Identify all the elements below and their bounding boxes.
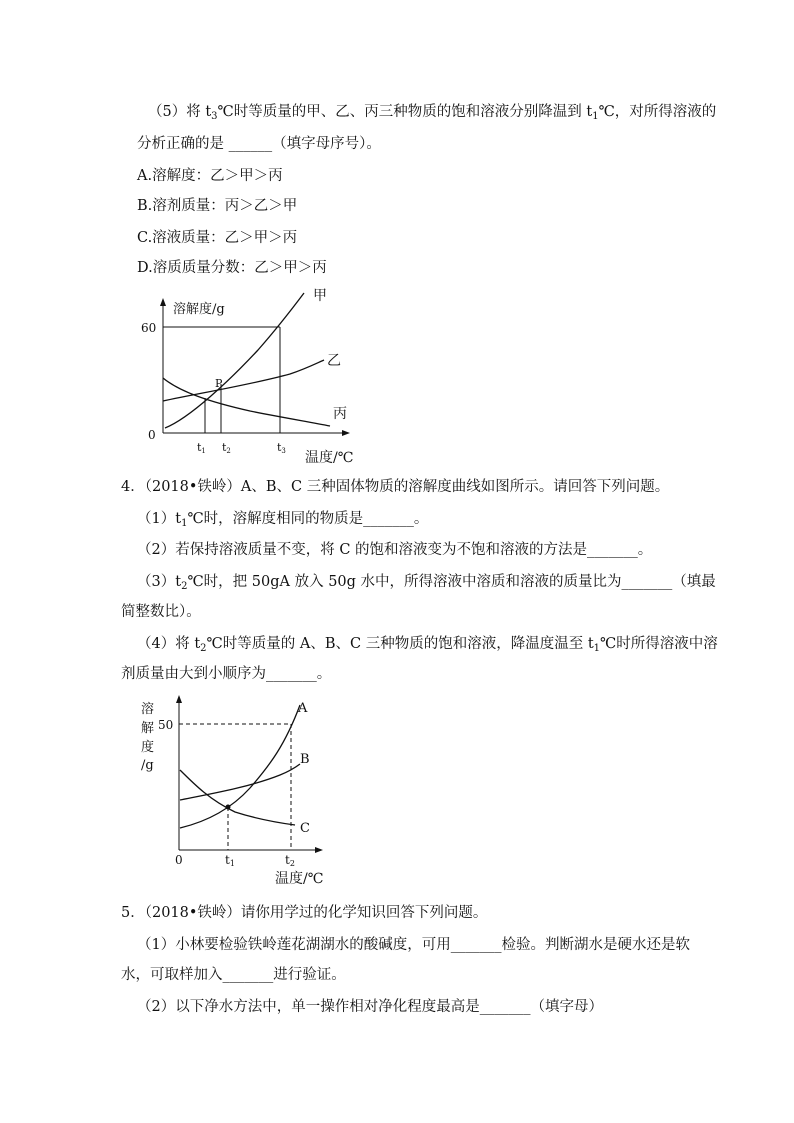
q5-part1-line2: 水，可取样加入_______进行验证。 [121,967,346,983]
chart2-ylabel-4: /g [141,758,154,773]
chart2-ylabel-1: 溶 [141,702,155,717]
intersection-point [226,805,231,810]
chart2-ylabel-3: 度 [141,740,155,755]
q5-part2: （2）以下净水方法中，单一操作相对净化程度最高是_______（填字母） [137,999,603,1015]
subscript: 1 [592,111,599,122]
curve-bing [163,378,330,426]
chart2-xlabel: 温度/℃ [275,871,324,887]
tick-t1: t1 [197,441,206,455]
q4-part3-line1 [137,572,716,597]
q4-part3-line2: 简整数比）。 [121,604,201,620]
subscript: 2 [181,581,188,592]
tick-t2: t2 [222,441,231,455]
text-segment: （4）将 t [137,636,201,652]
curve-c [180,770,295,825]
chart1-origin: 0 [148,428,156,442]
label-jia: 甲 [313,288,327,304]
label-c: C [300,821,310,836]
option-a: A.溶解度：乙＞甲＞丙 [137,168,283,184]
chart2-y-arrow [176,695,182,703]
chart2-x-arrow [315,847,323,853]
q4-part4-line1 [137,634,718,659]
text-segment: ℃时等质量的 A、B、C 三种物质的饱和溶液，降温度温至 t [206,636,594,652]
text-segment: ℃，对所得溶液的 [598,104,717,120]
text-segment: ℃时等质量的甲、乙、丙三种物质的饱和溶液分别降温到 t [217,104,593,120]
q5-header: 5．（2018•铁岭）请你用学过的化学知识回答下列问题。 [121,905,488,921]
option-d: D.溶质质量分数：乙＞甲＞丙 [137,260,327,276]
q3-part5-line2: 分析正确的是 ______（填字母序号）。 [137,136,381,152]
label-a: A [298,701,308,716]
chart1-y60: 60 [141,321,157,335]
curve-a [180,705,300,828]
chart1-xlabel: 温度/℃ [305,450,354,466]
q4-part2: （2）若保持溶液质量不变，将 C 的饱和溶液变为不饱和溶液的方法是_______。 [137,542,653,558]
chart1-ylabel: 溶解度/g [173,302,225,317]
q4-header: 4．（2018•铁岭）A、B、C 三种固体物质的溶解度曲线如图所示。请回答下列问题。 [121,479,670,495]
q4-part4-line2: 剂质量由大到小顺序为_______。 [121,666,332,682]
text-segment: （1）t [137,511,182,527]
label-bing: 丙 [333,406,347,422]
text-segment: ℃时，把 50gA 放入 50g 水中，所得溶液中溶质和溶液的质量比为_______（填最 [187,574,716,590]
chart2-tick-t1: t1 [225,853,235,868]
curve-b [180,764,300,800]
point-p-label: P [215,377,223,390]
chart2-tick-t2: t2 [285,853,295,868]
subscript: 1 [181,518,188,529]
chart2-y50: 50 [158,718,174,732]
tick-t3: t3 [277,441,286,455]
text-segment: （3）t [137,574,182,590]
y-axis-arrow [160,298,166,306]
text-segment: （5）将 t [148,104,212,120]
option-c: C.溶液质量：乙＞甲＞丙 [137,230,298,246]
text-segment: ℃时，溶解度相同的物质是_______。 [187,511,429,527]
curve-yi [163,360,324,401]
text-segment: ℃时所得溶液中溶 [600,636,718,652]
subscript: 2 [200,643,207,654]
chart2-origin: 0 [175,853,183,867]
subscript: 1 [593,643,601,654]
q5-part1-line1: （1）小林要检验铁岭莲花湖湖水的酸碱度，可用_______检验。判断湖水是硬水还是软 [137,937,690,953]
q4-part1 [137,509,428,534]
subscript: 3 [211,111,218,122]
label-b: B [300,752,310,767]
chart2-ylabel-2: 解 [141,721,155,736]
option-b: B.溶剂质量：丙＞乙＞甲 [137,198,298,214]
label-yi: 乙 [327,353,341,369]
x-axis-arrow [342,430,350,436]
